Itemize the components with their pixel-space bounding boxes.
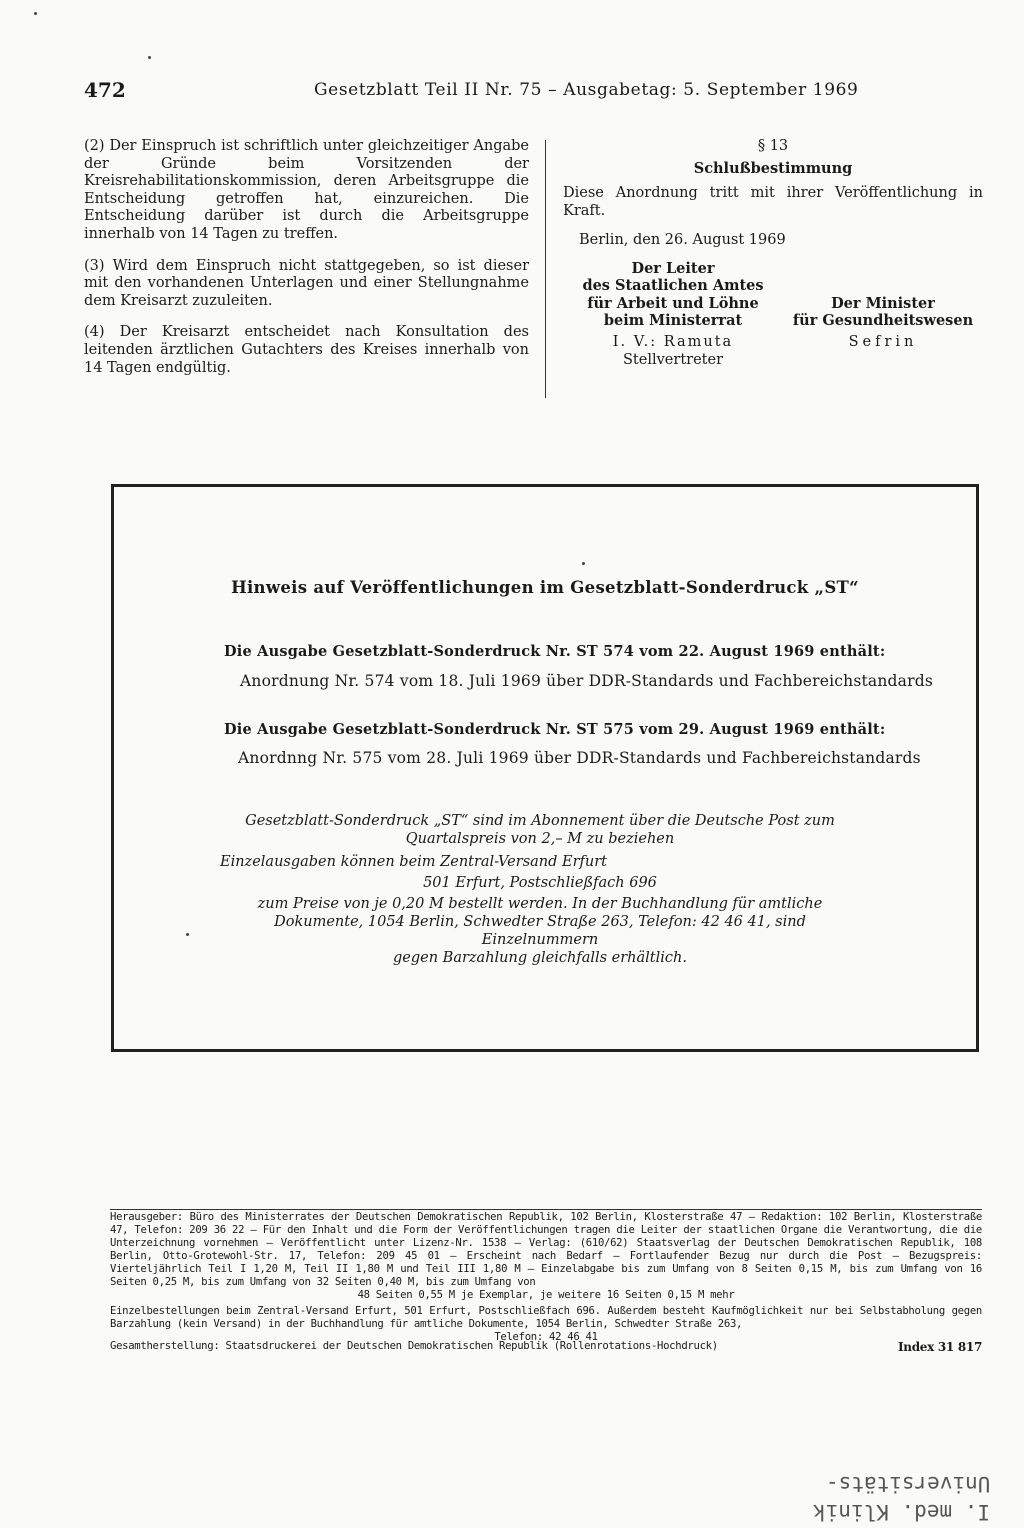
scan-speck [582, 562, 585, 565]
right-column [563, 138, 983, 369]
signature-names [563, 334, 983, 352]
section-number: § 13 [757, 138, 789, 154]
signatory-right-name: Sefrin [848, 333, 918, 350]
scan-speck [34, 12, 37, 15]
issue-574-text: Anordnung Nr. 574 vom 18. Juli 1969 über DDR-Standards und Fachbereichstandards [240, 672, 933, 690]
impressum [110, 1211, 982, 1344]
stamp-line-2: I. med. Klinik [812, 1500, 990, 1524]
page-number: 472 [84, 78, 126, 102]
issue-575-text: Anordnng Nr. 575 vom 28. Juli 1969 über DDR-Standards und Fachbereichstandards [238, 749, 921, 767]
notice-title: Hinweis auf Veröffentlichungen im Gesetzblatt-Sonderdruck „ST“ [231, 578, 859, 597]
orders-last-line: Telefon: 42 46 41 [494, 1331, 598, 1343]
section-title: Schlußbestimmung [693, 159, 853, 177]
subscription-info: Gesetzblatt-Sonderdruck „ST“ sind im Abonnement über die Deutsche Post zum Quartalspreis von 2,– M zu beziehen [245, 813, 835, 847]
scan-speck [186, 933, 189, 936]
page-header [84, 78, 984, 108]
impressum-text: Herausgeber: Büro des Ministerrates der Deutschen Demokratischen Republik, 102 Berlin, Klosterstraße 47 – Redaktion: 102 Berlin, Klosterstraße 47, Telefon: 209 36 22 – Für den Inhalt und die Form der Veröffentlichungen tragen die Leiter der staatlichen Organe die Verantwortung, die die Unterzeichnung vornehmen – Veröffentlicht unter Lizenz-Nr. 1538 – Verlag: (610/62) Staatsverlag der Deutschen Demokratischen Republik, 108 Berlin, Otto-Grotewohl-Str. 17, Telefon: 209 45 01 – Erscheint nach Bedarf – Fortlaufender Bezug nur durch die Post – Bezugspreis: Vierteljährlich Teil I 1,20 M, Teil II 1,80 M und Teil III 1,80 M – Einzelabgabe bis zum Umfang von 8 Seiten 0,15 M, bis zum Umfang von 16 Seiten 0,25 M, bis zum Umfang von 32 Seiten 0,40 M, bis zum Umfang von [110, 1211, 982, 1288]
single-issue-info: Einzelausgaben können beim Zentral-Versand Erfurt 501 Erfurt, Postschließfach 696 zum Preise von je 0,20 M bestellt werden. In der Buchhandlung für amtliche Dokumente, 1054 Berlin, Schwedter Straße 263, Telefon: 42 46 41, sind Einzelnummern gegen Barzahlung gleichfalls erhältlich. [220, 854, 823, 966]
footer-rule [110, 1209, 982, 1210]
scan-speck [148, 56, 151, 59]
signatory-left-role: Stellvertreter [623, 351, 723, 368]
orders-text: Einzelbestellungen beim Zentral-Versand Erfurt, 501 Erfurt, Postschließfach 696. Außerdem besteht Kaufmöglichkeit nur bei Selbstabholung gegen Barzahlung (kein Versand) in der Buchhandlung für amtliche Dokumente, 1054 Berlin, Schwedter Straße 263, [110, 1305, 982, 1330]
production-text: Gesamtherstellung: Staatsdruckerei der Deutschen Demokratischen Republik (Rollenrotations-Hochdruck) [110, 1340, 718, 1352]
issue-575-heading: Die Ausgabe Gesetzblatt-Sonderdruck Nr. ST 575 vom 29. August 1969 enthält: [224, 721, 886, 738]
impressum-last-line: 48 Seiten 0,55 M je Exemplar, je weitere 16 Seiten 0,15 M mehr [357, 1289, 735, 1301]
column-divider [545, 140, 546, 398]
index-number: Index 31 817 [897, 1340, 982, 1354]
issue-574-heading: Die Ausgabe Gesetzblatt-Sonderdruck Nr. ST 574 vom 22. August 1969 enthält: [224, 643, 886, 660]
signature-block [563, 260, 983, 330]
library-stamp [740, 1470, 1020, 1528]
signatory-right-title: Der Minister für Gesundheitswesen [792, 294, 974, 330]
place-date: Berlin, den 26. August 1969 [579, 232, 786, 249]
paragraph-4: (4) Der Kreisarzt entscheidet nach Konsultation des leitenden ärztlichen Gutachters des Kreises innerhalb von 14 Tagen endgültig. [84, 324, 529, 376]
left-column [84, 138, 529, 391]
paragraph-2: (2) Der Einspruch ist schriftlich unter gleichzeitiger Angabe der Gründe beim Vorsitzenden der Kreisrehabilitationskommission, deren Arbeitsgruppe die Entscheidung getroffen hat, einzureichen. Die Entscheidung darüber ist durch die Arbeitsgruppe innerhalb von 14 Tagen zu treffen. [84, 138, 529, 242]
paragraph-3: (3) Wird dem Einspruch nicht stattgegeben, so ist dieser mit den vorhandenen Unterlagen und einer Stellungnahme dem Kreisarzt zuzuleiten. [84, 257, 529, 309]
section-text: Diese Anordnung tritt mit ihrer Veröffentlichung in Kraft. [563, 185, 983, 219]
stamp-line-1: Universitäts- [825, 1472, 990, 1496]
signatory-left-name: I. V.: Ramuta [612, 333, 734, 350]
signatory-left-title: Der Leiter des Staatlichen Amtes für Arbeit und Löhne beim Ministerrat [582, 259, 764, 330]
production-line [110, 1340, 982, 1354]
running-head: Gesetzblatt Teil II Nr. 75 – Ausgabetag: 5. September 1969 [314, 80, 859, 100]
